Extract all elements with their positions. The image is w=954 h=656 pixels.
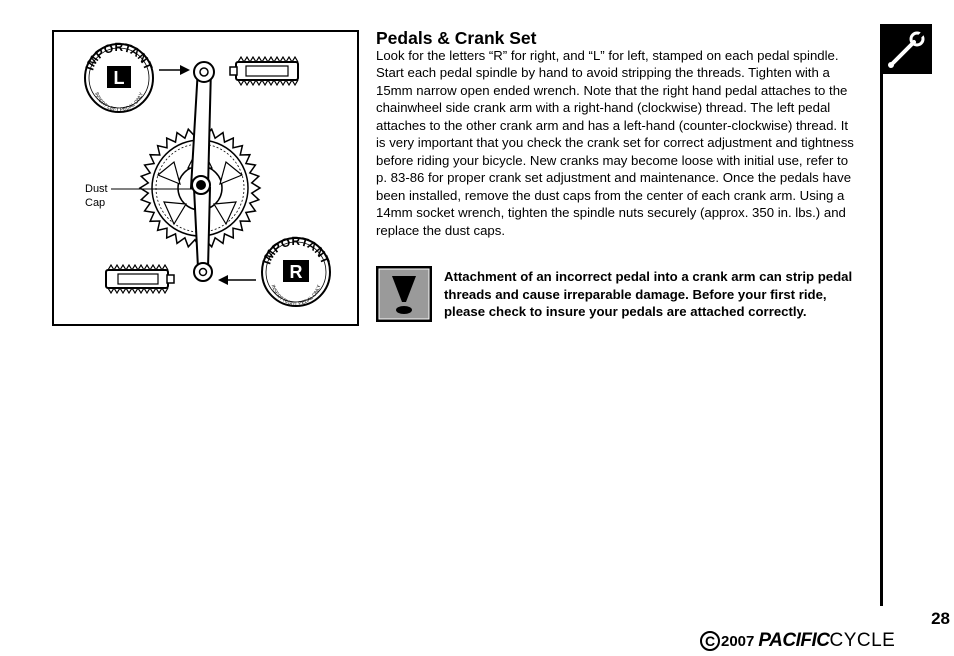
copyright-icon: C [700, 631, 720, 651]
badge-right-icon [259, 234, 332, 307]
brand-logo [700, 628, 895, 654]
warning-text: Attachment of an incorrect pedal into a crank arm can strip pedal threads and cause irreparable damage. Before your first ride, please check to insure your pedals are attached correctly. [444, 269, 853, 319]
page-number: 28 [931, 609, 950, 628]
pedal-upper-icon [230, 57, 298, 85]
dust-cap-label-line-1: Dust [85, 183, 108, 195]
pedal-lower-icon [106, 265, 174, 293]
badge-right-letter: R [289, 262, 303, 282]
badge-left-icon [82, 40, 155, 113]
badge-left-caption: INSERT LEFT PEDAL ONLY [93, 91, 145, 114]
arrow-left-icon [218, 275, 256, 285]
brand-name-light: CYCLE [829, 630, 896, 651]
badge-right-caption: INSERT RIGHT PEDAL ONLY [269, 284, 323, 308]
tools-tab [880, 24, 932, 74]
crank-set-illustration [52, 30, 359, 326]
section-body: Look for the letters “R” for right, and “L” for left, stamped on each pedal spindle. Start each pedal spindle by hand to avoid stripping the threads. Tighten with a 15mm narrow open ended wrench. Note that the right hand pedal attaches to the chainwheel side crank arm with a right-hand (clockwise) thread. The left pedal attaches to the other crank arm and has a left-hand (counter-clockwise) thread. It is very important that you check the crank set for correct adjustment and tightness before riding your bicycle. New cranks may become loose with initial use, refer to p. 83-86 for proper crank set adjustment and maintenance. Once the pedals have been installed, remove the dust caps from the center of each crank arm. Using a 14mm socket wrench, tighten the spindle nuts securely (approx. 350 in. lbs.) and replace the dust caps. [376, 48, 854, 238]
badge-left-title: IMPORTANT [82, 39, 156, 73]
dust-cap-label-line-2: Cap [85, 197, 106, 209]
crank-diagram [54, 32, 357, 324]
section-title: Pedals & Crank Set [376, 28, 537, 48]
arrow-right-icon [159, 65, 190, 75]
badge-right-title: IMPORTANT [259, 233, 333, 267]
brand-year: 2007 [721, 632, 755, 650]
dust-cap-label [85, 182, 108, 210]
warning-icon [376, 266, 432, 322]
wrench-icon [880, 24, 932, 74]
side-rule [880, 24, 883, 606]
badge-left-letter: L [113, 68, 125, 88]
brand-name-bold: PACIFIC [758, 630, 830, 651]
